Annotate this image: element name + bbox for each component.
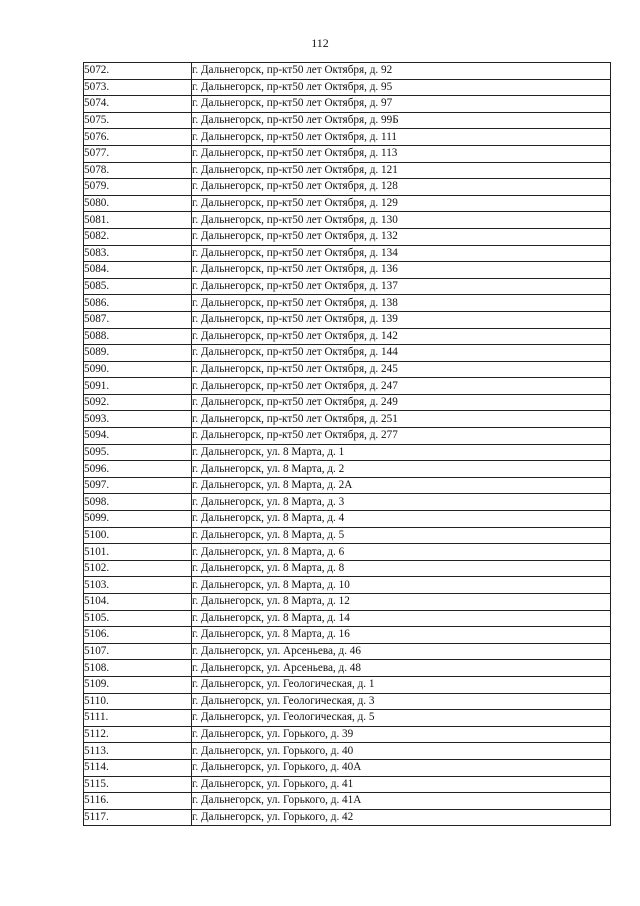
table-row (84, 560, 611, 577)
row-number: 5107. (84, 643, 192, 660)
row-address: г. Дальнегорск, ул. Горького, д. 39 (192, 726, 611, 743)
row-number: 5083. (84, 245, 192, 262)
table-row (84, 627, 611, 644)
table-row (84, 378, 611, 395)
row-number: 5096. (84, 461, 192, 478)
row-address: г. Дальнегорск, пр-кт50 лет Октября, д. 144 (192, 345, 611, 362)
table-row (84, 311, 611, 328)
row-number: 5082. (84, 228, 192, 245)
row-number: 5073. (84, 79, 192, 96)
row-number: 5091. (84, 378, 192, 395)
row-address: г. Дальнегорск, пр-кт50 лет Октября, д. 142 (192, 328, 611, 345)
row-number: 5110. (84, 693, 192, 710)
page-number: 112 (311, 36, 329, 50)
row-number: 5103. (84, 577, 192, 594)
row-address: г. Дальнегорск, пр-кт50 лет Октября, д. 99Б (192, 112, 611, 129)
table-row (84, 179, 611, 196)
table-row (84, 726, 611, 743)
row-address: г. Дальнегорск, ул. Геологическая, д. 1 (192, 676, 611, 693)
table-row (84, 278, 611, 295)
row-address: г. Дальнегорск, ул. 8 Марта, д. 5 (192, 527, 611, 544)
row-number: 5089. (84, 345, 192, 362)
row-address: г. Дальнегорск, ул. 8 Марта, д. 12 (192, 594, 611, 611)
row-address: г. Дальнегорск, пр-кт50 лет Октября, д. 138 (192, 295, 611, 312)
row-number: 5094. (84, 428, 192, 445)
row-number: 5079. (84, 179, 192, 196)
row-number: 5097. (84, 477, 192, 494)
table-row (84, 660, 611, 677)
table-row (84, 610, 611, 627)
row-number: 5113. (84, 743, 192, 760)
table-row (84, 676, 611, 693)
table-row (84, 710, 611, 727)
table-row (84, 212, 611, 229)
row-number: 5116. (84, 793, 192, 810)
table-row (84, 444, 611, 461)
table-row (84, 295, 611, 312)
row-number: 5086. (84, 295, 192, 312)
row-number: 5112. (84, 726, 192, 743)
table-row (84, 145, 611, 162)
table-row (84, 63, 611, 80)
row-number: 5078. (84, 162, 192, 179)
row-address: г. Дальнегорск, пр-кт50 лет Октября, д. 134 (192, 245, 611, 262)
row-address: г. Дальнегорск, ул. 8 Марта, д. 14 (192, 610, 611, 627)
table-row (84, 527, 611, 544)
row-address: г. Дальнегорск, пр-кт50 лет Октября, д. 139 (192, 311, 611, 328)
row-address: г. Дальнегорск, ул. 8 Марта, д. 4 (192, 511, 611, 528)
row-number: 5104. (84, 594, 192, 611)
row-address: г. Дальнегорск, ул. Горького, д. 42 (192, 809, 611, 826)
row-address: г. Дальнегорск, ул. 8 Марта, д. 10 (192, 577, 611, 594)
table-row (84, 461, 611, 478)
row-number: 5081. (84, 212, 192, 229)
table-row (84, 809, 611, 826)
table-row (84, 162, 611, 179)
row-address: г. Дальнегорск, ул. 8 Марта, д. 2А (192, 477, 611, 494)
table-row (84, 195, 611, 212)
address-table-body (84, 63, 611, 826)
row-address: г. Дальнегорск, пр-кт50 лет Октября, д. 245 (192, 361, 611, 378)
table-row (84, 776, 611, 793)
row-number: 5101. (84, 544, 192, 561)
table-row (84, 345, 611, 362)
table-row (84, 544, 611, 561)
table-row (84, 112, 611, 129)
row-address: г. Дальнегорск, ул. 8 Марта, д. 1 (192, 444, 611, 461)
row-address: г. Дальнегорск, пр-кт50 лет Октября, д. 132 (192, 228, 611, 245)
row-number: 5088. (84, 328, 192, 345)
table-row (84, 228, 611, 245)
row-address: г. Дальнегорск, пр-кт50 лет Октября, д. 121 (192, 162, 611, 179)
row-address: г. Дальнегорск, ул. 8 Марта, д. 8 (192, 560, 611, 577)
row-number: 5114. (84, 759, 192, 776)
row-number: 5095. (84, 444, 192, 461)
row-address: г. Дальнегорск, пр-кт50 лет Октября, д. 97 (192, 96, 611, 113)
row-address: г. Дальнегорск, ул. Горького, д. 41А (192, 793, 611, 810)
row-number: 5075. (84, 112, 192, 129)
table-row (84, 477, 611, 494)
row-address: г. Дальнегорск, ул. 8 Марта, д. 6 (192, 544, 611, 561)
row-number: 5090. (84, 361, 192, 378)
table-row (84, 328, 611, 345)
row-address: г. Дальнегорск, ул. Горького, д. 40 (192, 743, 611, 760)
row-number: 5074. (84, 96, 192, 113)
row-number: 5072. (84, 63, 192, 80)
row-number: 5100. (84, 527, 192, 544)
row-address: г. Дальнегорск, пр-кт50 лет Октября, д. 137 (192, 278, 611, 295)
table-row (84, 594, 611, 611)
row-address: г. Дальнегорск, пр-кт50 лет Октября, д. 251 (192, 411, 611, 428)
row-address: г. Дальнегорск, пр-кт50 лет Октября, д. 247 (192, 378, 611, 395)
row-number: 5102. (84, 560, 192, 577)
row-number: 5099. (84, 511, 192, 528)
row-address: г. Дальнегорск, ул. Горького, д. 41 (192, 776, 611, 793)
row-address: г. Дальнегорск, пр-кт50 лет Октября, д. 113 (192, 145, 611, 162)
table-row (84, 411, 611, 428)
row-address: г. Дальнегорск, ул. Арсеньева, д. 46 (192, 643, 611, 660)
table-row (84, 577, 611, 594)
row-address: г. Дальнегорск, пр-кт50 лет Октября, д. 92 (192, 63, 611, 80)
table-row (84, 693, 611, 710)
table-row (84, 743, 611, 760)
table-row (84, 245, 611, 262)
row-number: 5087. (84, 311, 192, 328)
row-number: 5105. (84, 610, 192, 627)
table-row (84, 494, 611, 511)
table-row (84, 129, 611, 146)
row-number: 5085. (84, 278, 192, 295)
table-row (84, 428, 611, 445)
row-number: 5109. (84, 676, 192, 693)
row-number: 5077. (84, 145, 192, 162)
table-row (84, 361, 611, 378)
row-address: г. Дальнегорск, пр-кт50 лет Октября, д. 130 (192, 212, 611, 229)
address-table (83, 62, 611, 826)
row-number: 5098. (84, 494, 192, 511)
table-row (84, 79, 611, 96)
row-address: г. Дальнегорск, ул. 8 Марта, д. 16 (192, 627, 611, 644)
row-address: г. Дальнегорск, ул. Арсеньева, д. 48 (192, 660, 611, 677)
row-address: г. Дальнегорск, пр-кт50 лет Октября, д. 128 (192, 179, 611, 196)
table-row (84, 511, 611, 528)
row-number: 5106. (84, 627, 192, 644)
row-address: г. Дальнегорск, пр-кт50 лет Октября, д. 95 (192, 79, 611, 96)
row-address: г. Дальнегорск, ул. Геологическая, д. 3 (192, 693, 611, 710)
table-row (84, 96, 611, 113)
row-number: 5111. (84, 710, 192, 727)
row-address: г. Дальнегорск, пр-кт50 лет Октября, д. 129 (192, 195, 611, 212)
row-address: г. Дальнегорск, ул. 8 Марта, д. 3 (192, 494, 611, 511)
row-number: 5108. (84, 660, 192, 677)
row-number: 5076. (84, 129, 192, 146)
table-row (84, 394, 611, 411)
row-address: г. Дальнегорск, ул. Геологическая, д. 5 (192, 710, 611, 727)
row-address: г. Дальнегорск, пр-кт50 лет Октября, д. 277 (192, 428, 611, 445)
row-address: г. Дальнегорск, пр-кт50 лет Октября, д. 249 (192, 394, 611, 411)
row-number: 5093. (84, 411, 192, 428)
table-row (84, 759, 611, 776)
table-row (84, 643, 611, 660)
row-number: 5080. (84, 195, 192, 212)
row-number: 5117. (84, 809, 192, 826)
table-row (84, 262, 611, 279)
row-address: г. Дальнегорск, пр-кт50 лет Октября, д. 136 (192, 262, 611, 279)
row-number: 5084. (84, 262, 192, 279)
table-row (84, 793, 611, 810)
row-address: г. Дальнегорск, пр-кт50 лет Октября, д. 111 (192, 129, 611, 146)
row-number: 5092. (84, 394, 192, 411)
row-number: 5115. (84, 776, 192, 793)
row-address: г. Дальнегорск, ул. Горького, д. 40А (192, 759, 611, 776)
row-address: г. Дальнегорск, ул. 8 Марта, д. 2 (192, 461, 611, 478)
